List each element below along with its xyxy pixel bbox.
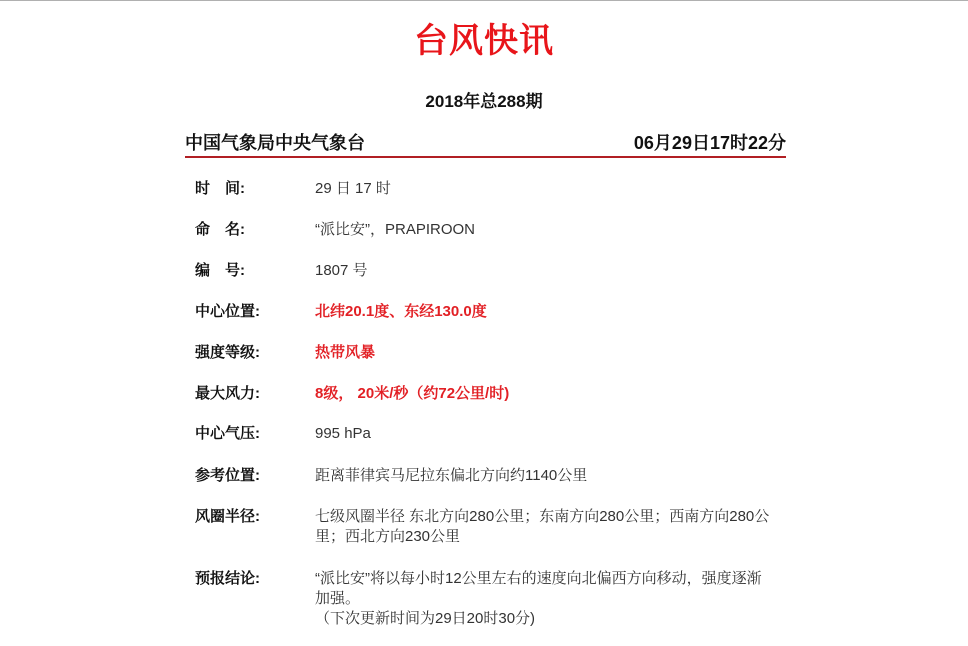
publisher: 中国气象局中央气象台 [185, 133, 365, 153]
field-value: 北纬20.1度、东经130.0度 [315, 303, 487, 320]
header-row [185, 129, 786, 155]
field-value: “派比安”将以每小时12公里左右的速度向北偏西方向移动，强度逐渐加强。 [315, 570, 762, 607]
field-center-position [195, 302, 765, 322]
field-label: 命 名: [195, 221, 245, 238]
field-label: 最大风力: [195, 385, 260, 402]
field-wind-radius [195, 507, 770, 547]
issue-number: 2018年总288期 [425, 92, 543, 111]
field-label: 风圈半径: [195, 508, 260, 525]
field-value: 距离菲律宾马尼拉东偏北方向约1140公里 [315, 467, 588, 484]
field-label: 编 号: [195, 262, 245, 279]
field-value: 1807 号 [315, 262, 368, 279]
field-label: 强度等级: [195, 344, 260, 361]
field-intensity [195, 343, 765, 363]
published-time: 06月29日17时22分 [633, 133, 786, 153]
field-value: 995 hPa [315, 425, 371, 442]
divider [185, 156, 786, 158]
page-title: 台风快讯 [414, 22, 554, 60]
field-reference-position [195, 466, 765, 486]
field-max-wind [195, 384, 765, 404]
field-value: 29 日 17 时 [315, 180, 391, 197]
field-label: 预报结论: [195, 570, 260, 587]
next-update-note: （下次更新时间为29日20时30分) [315, 610, 536, 627]
field-number [195, 261, 765, 281]
field-label: 中心位置: [195, 303, 260, 320]
field-label: 时 间: [195, 180, 245, 197]
forecast-block [315, 569, 770, 629]
field-pressure [195, 424, 765, 444]
field-value: 七级风圈半径 东北方向280公里；东南方向280公里；西南方向280公里；西北方向230公里 [315, 508, 770, 545]
field-label: 中心气压: [195, 425, 260, 442]
field-time [195, 179, 765, 199]
field-value: “派比安”，PRAPIROON [315, 221, 476, 238]
field-name [195, 220, 765, 240]
field-forecast [195, 569, 770, 629]
field-value: 8级， 20米/秒（约72公里/时) [315, 385, 510, 402]
field-label: 参考位置: [195, 467, 260, 484]
field-value: 热带风暴 [315, 344, 376, 361]
